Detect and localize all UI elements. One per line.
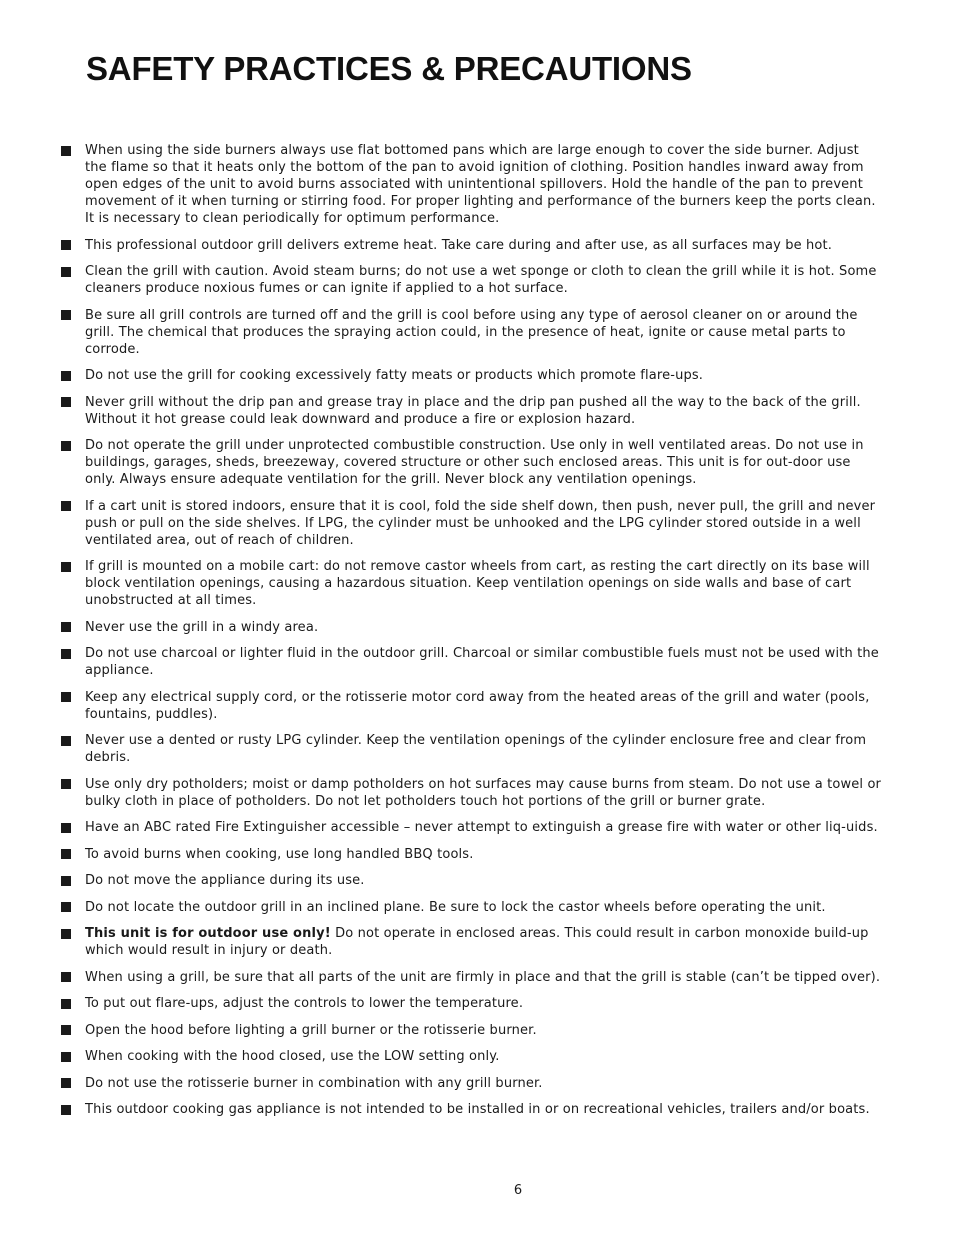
list-item <box>60 498 882 549</box>
list-item <box>60 1048 882 1065</box>
square-bullet-icon <box>61 972 71 982</box>
square-bullet-icon <box>61 267 71 277</box>
list-item <box>60 263 882 297</box>
item-text: To put out flare-ups, adjust the controls to lower the temperature. <box>85 996 524 1011</box>
list-item <box>60 776 882 810</box>
list-item <box>60 1022 882 1039</box>
square-bullet-icon <box>61 310 71 320</box>
square-bullet-icon <box>61 736 71 746</box>
list-item <box>60 969 882 986</box>
square-bullet-icon <box>61 371 71 381</box>
item-text: Do not use charcoal or lighter fluid in the outdoor grill. Charcoal or similar combustible fuels must not be used with the appliance. <box>85 646 879 678</box>
list-item <box>60 1075 882 1092</box>
page-number: 6 <box>513 1183 523 1198</box>
square-bullet-icon <box>61 622 71 632</box>
item-text: When cooking with the hood closed, use the LOW setting only. <box>85 1049 500 1064</box>
item-emphasis: This unit is for outdoor use only! <box>85 926 331 941</box>
list-item <box>60 619 882 636</box>
list-item <box>60 689 882 723</box>
square-bullet-icon <box>61 692 71 702</box>
square-bullet-icon <box>61 562 71 572</box>
list-item <box>60 307 882 358</box>
square-bullet-icon <box>61 779 71 789</box>
item-text: If a cart unit is stored indoors, ensure that it is cool, fold the side shelf down, then push, never pull, the grill and never push or pull on the side shelves. If LPG, the cylinder must be unhooked and the LPG cylinder stored outside in a well ventilated area, out of reach of children. <box>85 498 876 548</box>
square-bullet-icon <box>61 1052 71 1062</box>
list-item <box>60 367 882 384</box>
square-bullet-icon <box>61 1105 71 1115</box>
page-title: SAFETY PRACTICES & PRECAUTIONS <box>86 50 692 87</box>
list-item <box>60 558 882 609</box>
item-text: Never grill without the drip pan and grease tray in place and the drip pan pushed all the way to the back of the grill. Without it hot grease could leak downward and produce a fire or explosion hazard. <box>85 394 861 427</box>
list-item <box>60 645 882 679</box>
item-text: Do not locate the outdoor grill in an inclined plane. Be sure to lock the castor wheels before operating the unit. <box>85 899 826 915</box>
item-text: Clean the grill with caution. Avoid steam burns; do not use a wet sponge or cloth to clean the grill while it is hot. Some cleaners produce noxious fumes or can ignite if applied to a hot surface. <box>85 264 877 296</box>
square-bullet-icon <box>61 501 71 511</box>
square-bullet-icon <box>61 999 71 1009</box>
list-item <box>60 142 882 227</box>
list-item <box>60 872 882 889</box>
square-bullet-icon <box>61 876 71 886</box>
square-bullet-icon <box>61 929 71 939</box>
item-text: This professional outdoor grill delivers extreme heat. Take care during and after use, as all surfaces may be hot. <box>85 237 833 253</box>
safety-list <box>60 142 882 1128</box>
square-bullet-icon <box>61 823 71 833</box>
item-text: Never use the grill in a windy area. <box>85 619 319 635</box>
item-text: Do not operate the grill under unprotected combustible construction. Use only in well ventilated areas. Do not use in buildings, garages, sheds, breezeway, covered structure or other such enclosed areas. This unit is for out-door use only. Always ensure adequate ventilation for the grill. Never block any ventilation openings. <box>85 438 864 487</box>
list-item <box>60 846 882 863</box>
item-text: Do not use the grill for cooking excessively fatty meats or products which promote flare-ups. <box>85 368 704 383</box>
square-bullet-icon <box>61 146 71 156</box>
item-text: Do not operate in enclosed areas. This could result in carbon monoxide build-up which would result in injury or death. <box>85 926 869 958</box>
item-text: Have an ABC rated Fire Extinguisher accessible – never attempt to extinguish a grease fire with water or other liq-uids. <box>85 820 878 835</box>
square-bullet-icon <box>61 397 71 407</box>
list-item <box>60 1101 882 1118</box>
item-text: Be sure all grill controls are turned off and the grill is cool before using any type of aerosol cleaner on or around the grill. The chemical that produces the spraying action could, in the presence of heat, ignite or cause metal parts to corrode. <box>85 307 858 357</box>
item-text: This outdoor cooking gas appliance is not intended to be installed in or on recreational vehicles, trailers and/or boats. <box>85 1102 870 1117</box>
item-text: Do not move the appliance during its use. <box>85 873 365 888</box>
list-item <box>60 819 882 836</box>
item-text: Do not use the rotisserie burner in combination with any grill burner. <box>85 1075 543 1091</box>
list-item <box>60 394 882 428</box>
list-item <box>60 925 882 959</box>
list-item <box>60 732 882 766</box>
square-bullet-icon <box>61 1078 71 1088</box>
item-text: When using a grill, be sure that all parts of the unit are firmly in place and that the grill is stable (can’t be tipped over). <box>85 969 881 985</box>
item-text: Never use a dented or rusty LPG cylinder. Keep the ventilation openings of the cylinder enclosure free and clear from debris. <box>85 733 867 765</box>
list-item <box>60 899 882 916</box>
item-text: When using the side burners always use flat bottomed pans which are large enough to cover the side burner. Adjust the flame so that it heats only the bottom of the pan to avoid ignition of clothing. Position handles inward away from open edges of the unit to avoid burns associated with unintentional spillovers. Hold the handle of the pan to prevent movement of it when turning or stirring food. For proper lighting and performance of the burners keep the ports clean. It is necessary to clean periodically for optimum performance. <box>85 143 876 226</box>
square-bullet-icon <box>61 902 71 912</box>
list-item <box>60 995 882 1012</box>
square-bullet-icon <box>61 649 71 659</box>
square-bullet-icon <box>61 240 71 250</box>
item-text: Open the hood before lighting a grill burner or the rotisserie burner. <box>85 1022 537 1038</box>
square-bullet-icon <box>61 441 71 451</box>
item-text: If grill is mounted on a mobile cart: do not remove castor wheels from cart, as resting the cart directly on its base will block ventilation openings, causing a hazardous situation. Keep ventilation openings on side walls and base of cart unobstructed at all times. <box>85 559 870 608</box>
list-item <box>60 437 882 488</box>
item-text: Keep any electrical supply cord, or the rotisserie motor cord away from the heated areas of the grill and water (pools, fountains, puddles). <box>85 689 870 722</box>
item-text: Use only dry potholders; moist or damp potholders on hot surfaces may cause burns from steam. Do not use a towel or bulky cloth in place of potholders. Do not let potholders touch hot portions of the grill or burner grate. <box>85 776 882 809</box>
square-bullet-icon <box>61 849 71 859</box>
item-text: To avoid burns when cooking, use long handled BBQ tools. <box>85 846 474 862</box>
square-bullet-icon <box>61 1025 71 1035</box>
list-item <box>60 237 882 254</box>
